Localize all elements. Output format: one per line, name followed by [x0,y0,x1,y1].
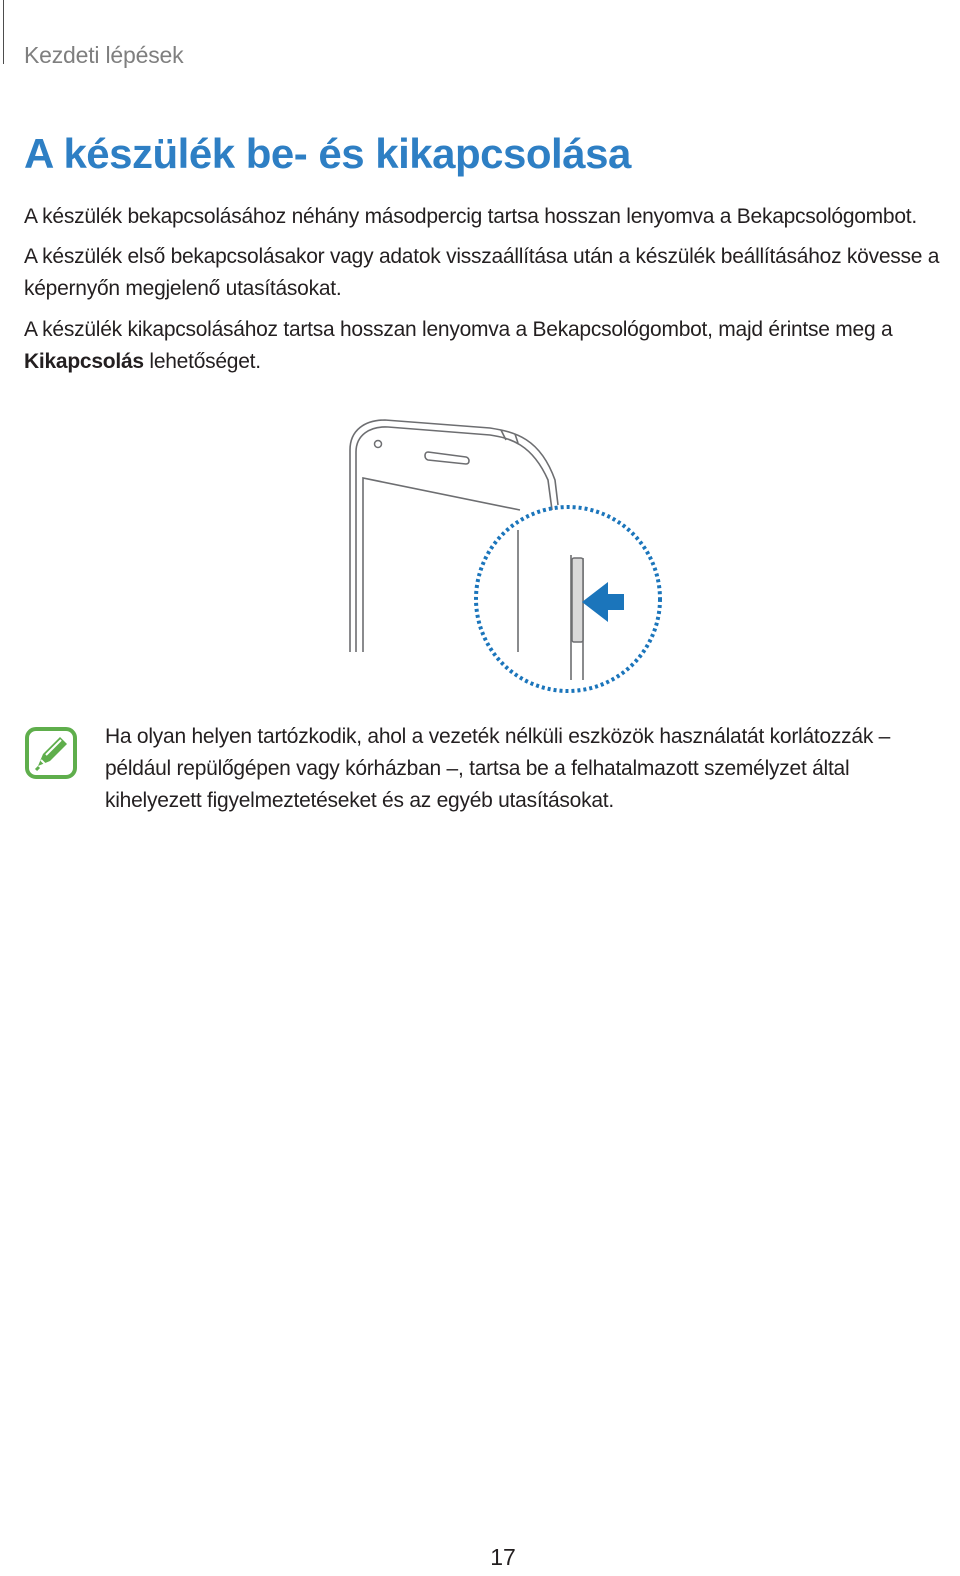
phone-outline [350,420,583,680]
paragraph-power-on: A készülék bekapcsolásához néhány másodpercig tartsa hosszan lenyomva a Bekapcsológombot. [24,205,917,228]
margin-rule [3,0,4,64]
power-button [572,558,583,642]
section-label: Kezdeti lépések [24,42,184,68]
page-title: A készülék be- és kikapcsolása [24,130,631,177]
magnifier-circle [476,507,660,691]
note-pencil-icon [24,726,78,780]
press-arrow-icon [582,582,624,622]
front-camera [375,441,382,448]
power-off-option-name: Kikapcsolás [24,350,144,373]
paragraph-power-off-start: A készülék kikapcsolásához tartsa hosszan lenyomva a Bekapcsológombot, majd érintse meg a [24,318,893,341]
page-number: 17 [490,1544,516,1570]
paragraph-power-off-end: lehetőséget. [143,350,261,373]
paragraph-power-off [24,314,959,378]
note-text: Ha olyan helyen tartózkodik, ahol a vezeték nélküli eszközök használatát korlátozzák – például repülőgépen vagy kórházban –, tartsa be a felhatalmazott személyzet által kihelyezett figyelmeztetéseket és az egyéb utasításokat. [105,725,891,812]
phone-power-button-illustration [340,410,680,700]
paragraph-first-setup: A készülék első bekapcsolásakor vagy adatok visszaállítása után a készülék beállításához kövesse a képernyőn megjelenő utasításokat. [24,245,940,300]
